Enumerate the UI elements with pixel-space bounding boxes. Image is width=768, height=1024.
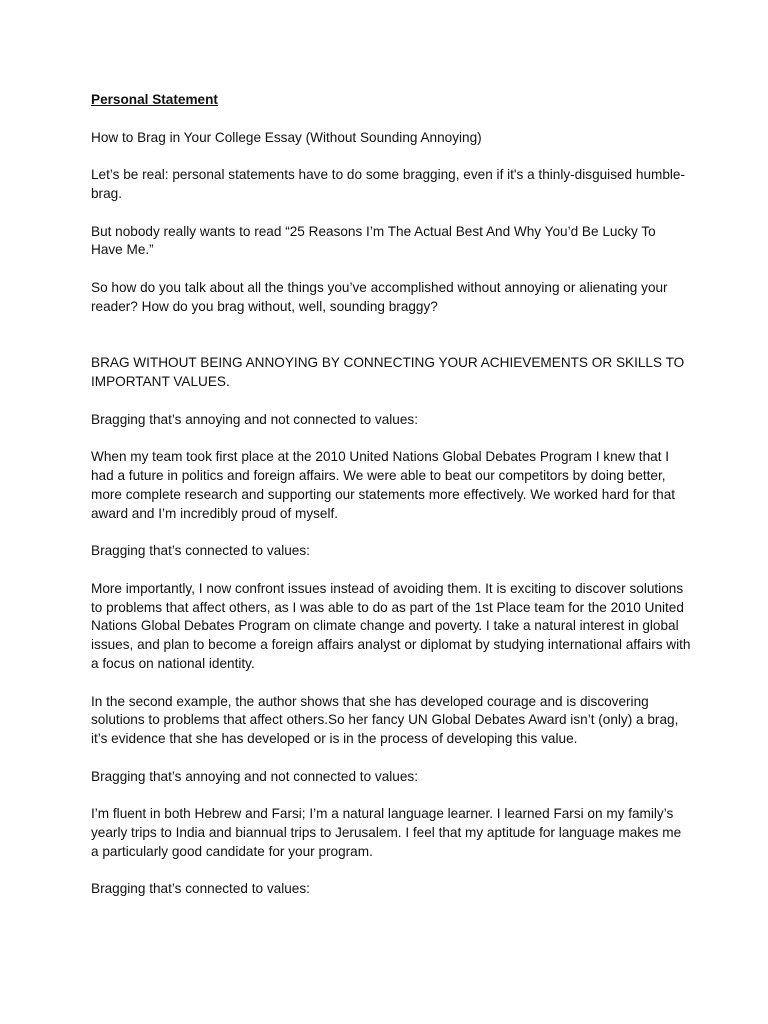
example-1-bad-label: Bragging that’s annoying and not connected to values: — [91, 411, 418, 427]
example-2-bad-label: Bragging that’s annoying and not connected to values: — [91, 768, 418, 784]
example-1-bad-text: When my team took first place at the 2010 United Nations Global Debates Program I knew that I had a future in politics and foreign affairs. We were able to beat our competitors by doing better, more complete research and supporting our statements more effectively. We worked hard for that award and I’m incredibly proud of myself. — [91, 449, 676, 521]
example-1-good-text: More importantly, I now confront issues instead of avoiding them. It is exciting to discover solutions to problems that affect others, as I was able to do as part of the 1st Place team for the 2010 United Nations Global Debates Program on climate change and poverty. I take a natural interest in global issues, and plan to become a foreign affairs analyst or diplomat by studying international affairs with a focus on national identity. — [91, 580, 691, 671]
document-title: Personal Statement — [91, 92, 218, 107]
document-subtitle: How to Brag in Your College Essay (Without Sounding Annoying) — [91, 129, 482, 145]
intro-paragraph-3: So how do you talk about all the things you’ve accomplished without annoying or alienating your reader? How do you brag without, well, sounding braggy? — [91, 279, 668, 314]
section-heading: BRAG WITHOUT BEING ANNOYING BY CONNECTING YOUR ACHIEVEMENTS OR SKILLS TO IMPORTANT VALUES. — [91, 355, 685, 389]
intro-paragraph-2: But nobody really wants to read “25 Reasons I’m The Actual Best And Why You’d Be Lucky To Have Me.” — [91, 223, 656, 258]
example-1-commentary: In the second example, the author shows that she has developed courage and is discovering solutions to problems that affect others.So her fancy UN Global Debates Award isn’t (only) a brag, it’s evidence that she has developed or is in the process of developing this value. — [91, 693, 679, 747]
example-1-good-label: Bragging that’s connected to values: — [91, 543, 310, 559]
example-2-good-label: Bragging that’s connected to values: — [91, 881, 310, 897]
example-2-bad-text: I’m fluent in both Hebrew and Farsi; I’m a natural language learner. I learned Farsi on my family’s yearly trips to India and biannual trips to Jerusalem. I feel that my aptitude for language makes me a particularly good candidate for your program. — [91, 806, 682, 859]
document-body — [91, 91, 691, 899]
intro-paragraph-1: Let’s be real: personal statements have to do some bragging, even if it's a thinly-disguised humble-brag. — [91, 167, 686, 201]
